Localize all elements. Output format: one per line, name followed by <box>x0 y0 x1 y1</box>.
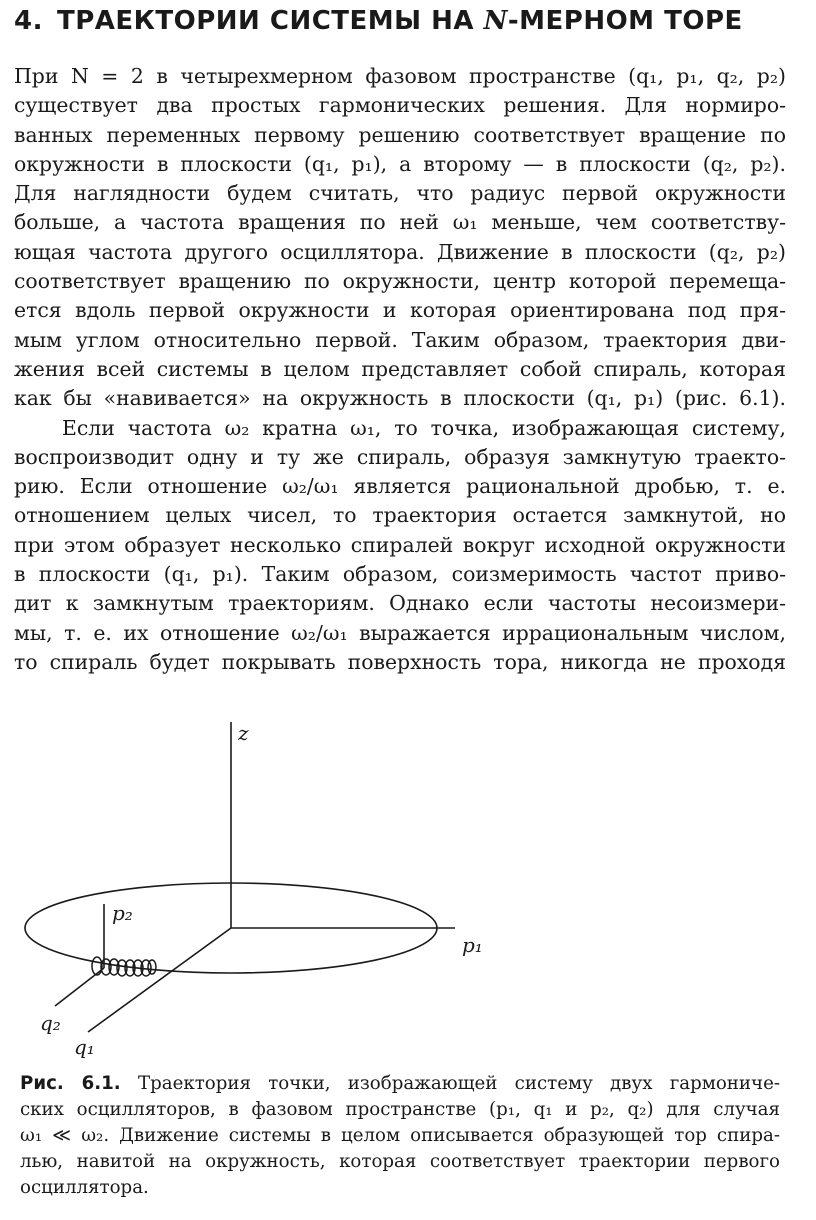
text-line: как бы «навивается» на окружность в плоскости (q₁, p₁) (рис. 6.1). <box>14 386 786 411</box>
paragraph-1 <box>14 62 786 414</box>
caption-line: лью, навитой на окружность, которая соответствует траектории первого <box>20 1151 780 1172</box>
caption-label: Рис. 6.1. <box>20 1073 121 1094</box>
text-line: в плоскости (q₁, p₁). Таким образом, соизмеримость частот приво- <box>14 562 786 587</box>
section-title-part2: -МЕРНОМ ТОРЕ <box>507 6 743 36</box>
z-axis-label: z <box>238 721 249 745</box>
text-line: Для наглядности будем считать, что радиус первой окружности <box>14 181 786 206</box>
q2-axis <box>55 968 104 1006</box>
text-line: мы, т. е. их отношение ω₂/ω₁ выражается иррациональным числом, <box>14 620 786 645</box>
text-line: рию. Если отношение ω₂/ω₁ является рациональной дробью, т. е. <box>14 474 786 499</box>
q2-axis-label: q₂ <box>40 1011 61 1035</box>
text-line: отношением целых чисел, то траектория остается замкнутой, но <box>14 503 786 528</box>
section-title-part1: ТРАЕКТОРИИ СИСТЕМЫ НА <box>56 6 484 36</box>
q1-axis-label: q₁ <box>74 1035 95 1059</box>
text-line: соответствует вращению по окружности, центр которой перемеща- <box>14 269 786 294</box>
text-line: ющая частота другого осциллятора. Движение в плоскости (q₂, p₂) <box>14 239 786 264</box>
text-line: Если частота ω₂ кратна ω₁, то точка, изображающая систему, <box>62 415 786 440</box>
caption-line: осциллятора. <box>20 1177 149 1198</box>
text-line: жения всей системы в целом представляет собой спираль, которая <box>14 356 786 381</box>
q1-axis <box>88 928 231 1032</box>
section-heading <box>14 6 804 36</box>
p2-axis-label: p₂ <box>112 901 133 925</box>
text-line: при этом образует несколько спиралей вокруг исходной окружности <box>14 532 786 557</box>
text-line: дит к замкнутым траекториям. Однако если частоты несоизмери- <box>14 591 786 616</box>
caption-line: ω₁ ≪ ω₂. Движение системы в целом описывается образующей тор спира- <box>20 1125 780 1146</box>
text-line: больше, а частота вращения по ней ω₁ меньше, чем соответству- <box>14 210 786 235</box>
text-line: окружности в плоскости (q₁, p₁), а второму — в плоскости (q₂, p₂). <box>14 151 786 176</box>
figure-torus-trajectory <box>0 700 816 1070</box>
figure-caption <box>20 1071 780 1201</box>
text-line: При N = 2 в четырехмерном фазовом пространстве (q₁, p₁, q₂, p₂) <box>14 64 786 88</box>
text-line: ется вдоль первой окружности и которая ориентирована под пря- <box>14 298 786 323</box>
paragraph-2 <box>14 414 786 678</box>
text-line: мым углом относительно первой. Таким образом, траектория дви- <box>14 327 786 352</box>
caption-line: ских осцилляторов, в фазовом пространстве (p₁, q₁ и p₂, q₂) для случая <box>20 1099 780 1120</box>
body-text <box>14 62 786 677</box>
text-line: существует два простых гармонических решения. Для нормиро- <box>14 93 786 118</box>
section-number: 4. <box>14 6 43 36</box>
text-line: то спираль будет покрывать поверхность тора, никогда не проходя <box>14 649 786 674</box>
caption-text: Траектория точки, изображающей систему двух гармониче- <box>120 1073 780 1094</box>
text-line: воспроизводит одну и ту же спираль, образуя замкнутую траекто- <box>14 444 786 469</box>
p1-axis-label: p₁ <box>462 933 483 957</box>
text-line: ванных переменных первому решению соответствует вращение по <box>14 122 786 147</box>
section-title-variable: N <box>483 6 508 36</box>
caption-line <box>20 1071 780 1097</box>
